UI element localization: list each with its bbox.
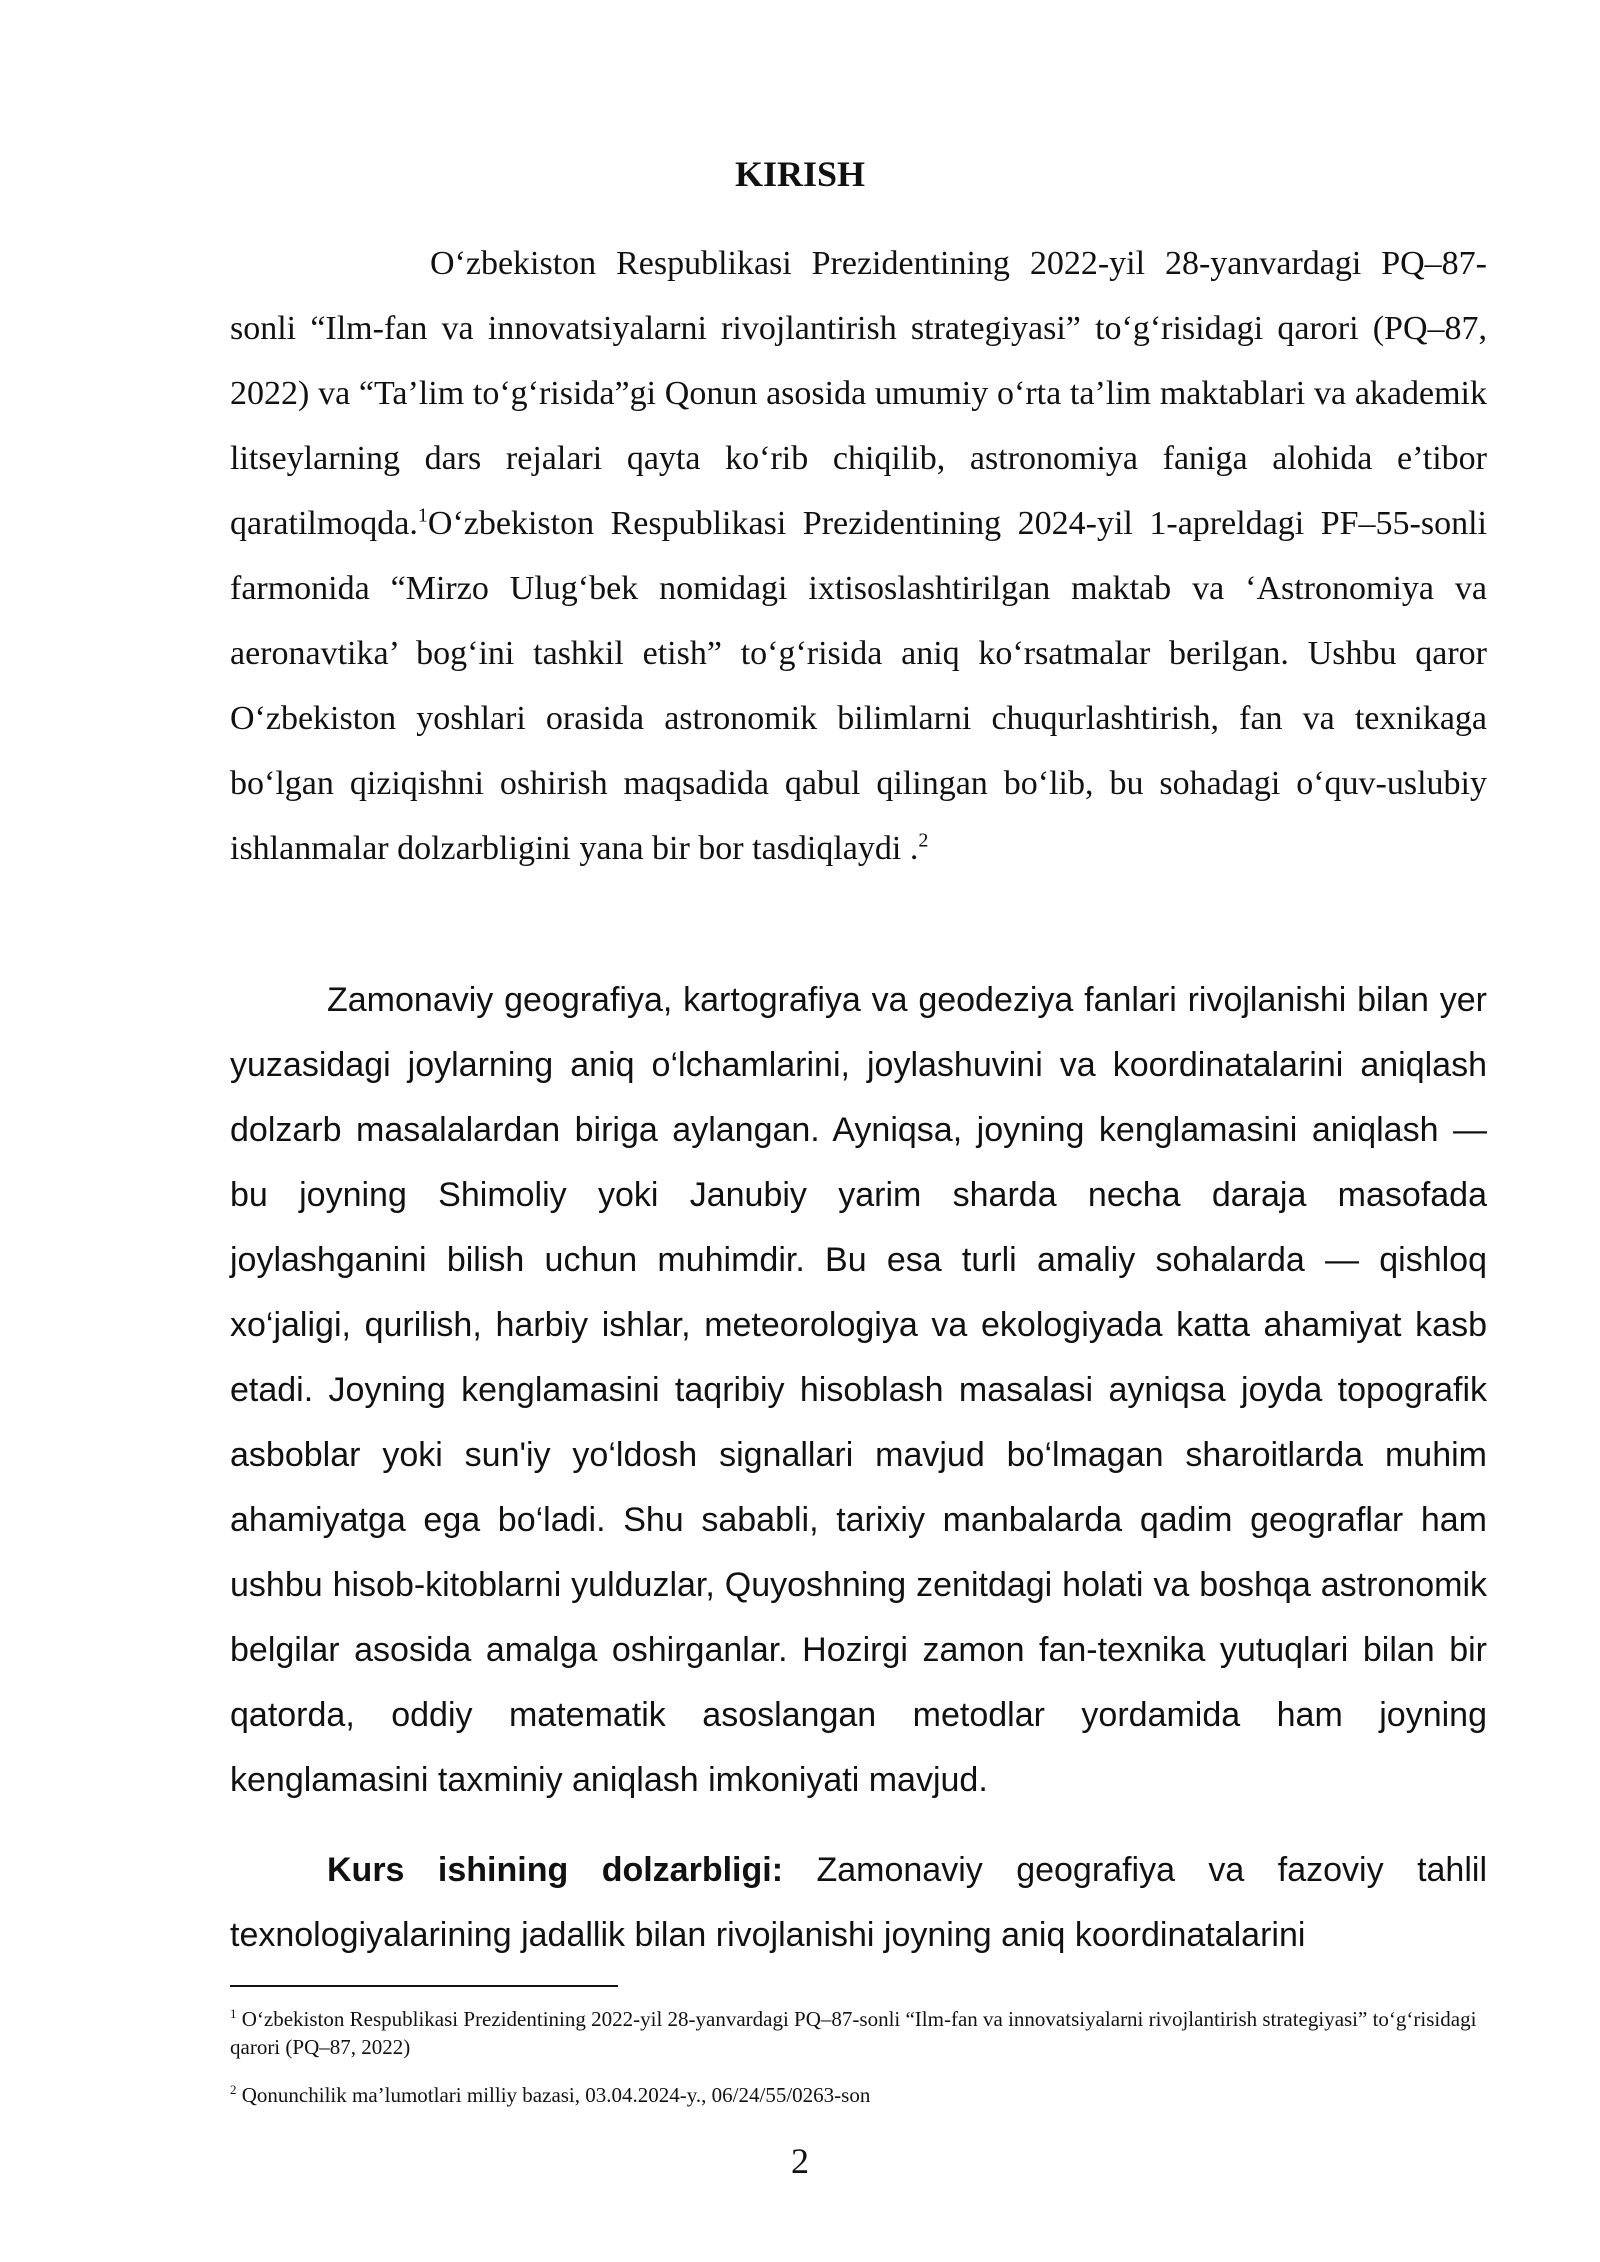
footnote-2-text: Qonunchilik ma’lumotlari milliy bazasi, 03.04.2024-y., 06/24/55/0263-son xyxy=(241,2083,871,2107)
footnote-2 xyxy=(230,2081,1487,2109)
relevance-lead: Kurs ishining dolzarbligi: xyxy=(327,1851,784,1889)
section-heading: KIRISH xyxy=(734,154,866,194)
page-number: 2 xyxy=(791,2141,809,2181)
footnote-1 xyxy=(230,2005,1487,2061)
footnote-2-number: 2 xyxy=(230,2082,237,2097)
footnote-1-text: O‘zbekiston Respublikasi Prezidentining 2022-yil 28-yanvardagi PQ–87-sonli “Ilm-fan va innovatsiyalarni rivojlantirish strategiyasi” to‘g‘risidagi qarori (PQ–87, 2022) xyxy=(230,2007,1477,2059)
relevance-text: Zamonaviy geografiya va fazoviy tahlil texnologiyalarining jadallik bilan rivojlanishi joyning aniq koordinatalarini xyxy=(230,1851,1487,1954)
footnote-ref-1[interactable]: 1 xyxy=(417,504,428,527)
footnote-ref-2[interactable]: 2 xyxy=(918,829,929,852)
paragraph-intro-text-a: O‘zbekiston Respublikasi Prezidentining 2022-yil 28-yanvardagi PQ–87-sonli “Ilm-fan va innovatsiyalarni rivojlantirish strategiyasi” to‘g‘risidagi qarori (PQ–87, 2022) va “Ta’lim to‘g‘risida”gi Qonun asosida umumiy o‘rta ta’lim maktablari va akademik litseylarning dars rejalari qayta ko‘rib chiqilib, astronomiya faniga alohida e’tibor qaratilmoqda. xyxy=(230,245,1487,542)
paragraph-geography-text: Zamonaviy geografiya, kartografiya va geodeziya fanlari rivojlanishi bilan yer yuzasidagi joylarning aniq o‘lchamlarini, joylashuvini va koordinatalarini aniqlash dolzarb masalalardan biriga aylangan. Ayniqsa, joyning kenglamasini aniqlash — bu joyning Shimoliy yoki Janubiy yarim sharda necha daraja masofada joylashganini bilish uchun muhimdir. Bu esa turli amaliy sohalarda — qishloq xo‘jaligi, qurilish, harbiy ishlar, meteorologiya va ekologiyada katta ahamiyat kasb etadi. Joyning kenglamasini taqribiy hisoblash masalasi ayniqsa joyda topografik asboblar yoki sun'iy yo‘ldosh signallari mavjud bo‘lmagan sharoitlarda muhim ahamiyatga ega bo‘ladi. Shu sababli, tarixiy manbalarda qadim geograflar ham ushbu hisob-kitoblarni yulduzlar, Quyoshning zenitdagi holati va boshqa astronomik belgilar asosida amalga oshirganlar. Hozirgi zamon fan-texnika yutuqlari bilan bir qatorda, oddiy matematik asoslangan metodlar yordamida ham joyning kenglamasini taxminiy aniqlash imkoniyati mavjud. xyxy=(230,981,1487,1799)
paragraph-geography xyxy=(230,968,1487,1813)
footnote-1-number: 1 xyxy=(230,2006,237,2021)
footnote-separator xyxy=(230,1985,618,1987)
paragraph-intro-text-b: O‘zbekiston Respublikasi Prezidentining 2024-yil 1-apreldagi PF–55-sonli farmonida “Mirzo Ulug‘bek nomidagi ixtisoslashtirilgan maktab va ‘Astronomiya va aeronavtika’ bog‘ini tashkil etish” to‘g‘risida aniq ko‘rsatmalar berilgan. Ushbu qaror O‘zbekiston yoshlari orasida astronomik bilimlarni chuqurlashtirish, fan va texnikaga bo‘lgan qiziqishni oshirish maqsadida qabul qilingan bo‘lib, bu sohadagi o‘quv-uslubiy ishlanmalar dolzarbligini yana bir bor tasdiqlaydi . xyxy=(230,505,1487,867)
paragraph-intro xyxy=(230,231,1487,881)
paragraph-relevance xyxy=(230,1838,1487,1968)
